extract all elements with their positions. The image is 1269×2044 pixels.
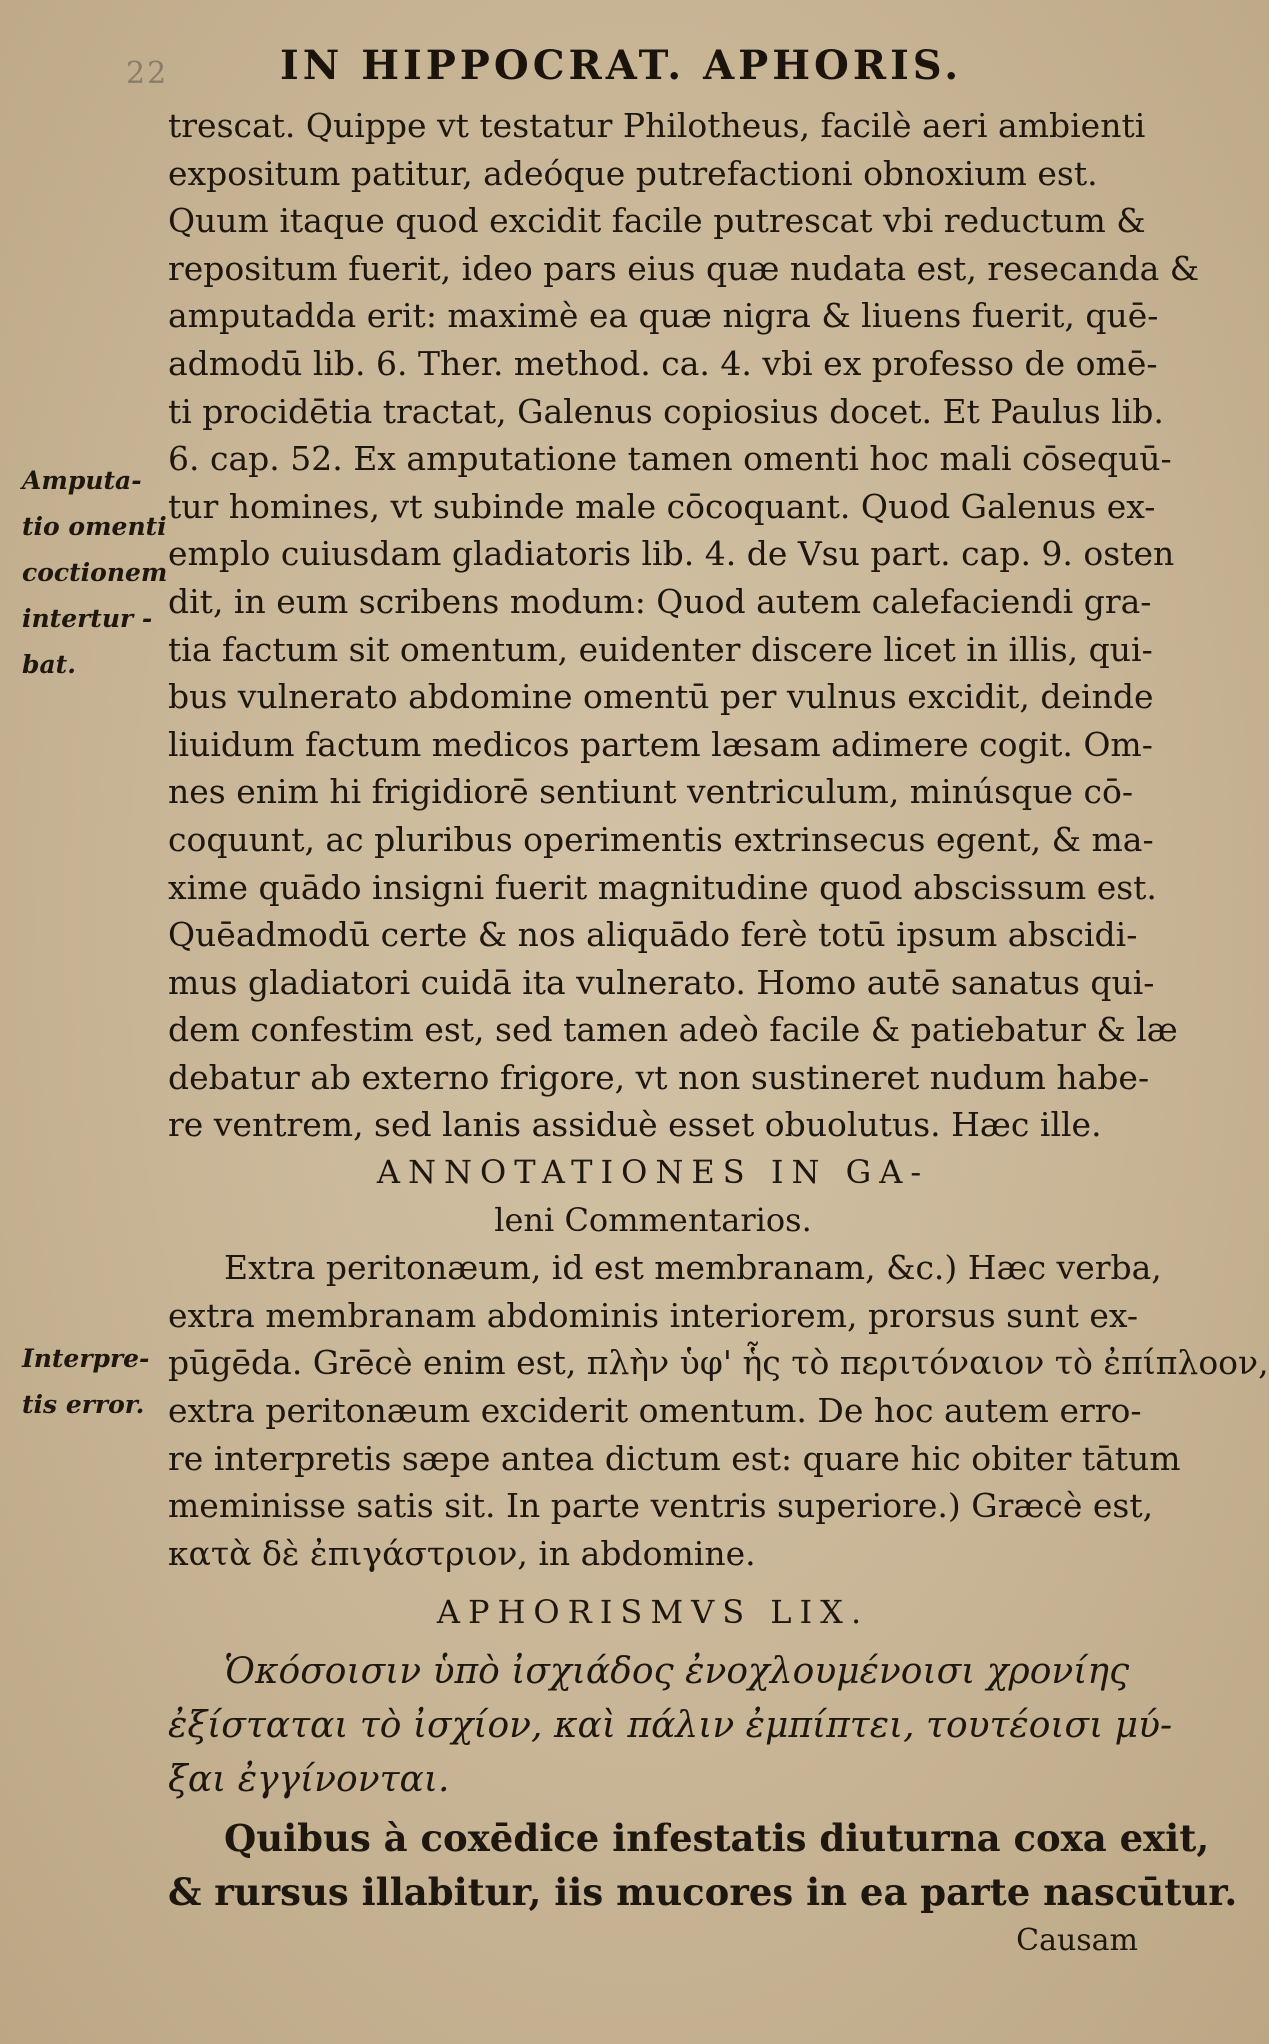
text-line: admodū lib. 6. Ther. method. ca. 4. vbi ex professo de omē- <box>168 343 1158 383</box>
greek-line: ξαι ἐγγίνονται. <box>168 1759 450 1800</box>
text-line: liuidum factum medicos partem læsam adimere cogit. Om- <box>168 724 1153 764</box>
text-line: extra peritonæum exciderit omentum. De hoc autem erro- <box>168 1391 1142 1431</box>
text-line: κατὰ δὲ ἐπιγάστριον, in abdomine. <box>168 1533 756 1573</box>
running-title: IN HIPPOCRAT. APHORIS. <box>280 42 963 89</box>
greek-aphorism <box>168 1645 1173 1807</box>
margin-note-line: tis error. <box>22 1390 145 1419</box>
text-line: dem confestim est, sed tamen adeò facile & patiebatur & læ <box>168 1010 1178 1050</box>
text-line: tur homines, vt subinde male cōcoquant. Quod Galenus ex- <box>168 486 1156 526</box>
text-line: dit, in eum scribens modum: Quod autem calefaciendi gra- <box>168 581 1152 621</box>
text-line: repositum fuerit, ideo pars eius quæ nudata est, resecanda & <box>168 248 1200 288</box>
margin-note-line: tio omenti <box>22 512 167 541</box>
margin-note-line: Interpre- <box>22 1344 150 1373</box>
greek-line: Ὁκόσοισιν ὑπὸ ἰσχιάδος ἐνοχλουμένοισι χρονίης <box>224 1651 1130 1692</box>
text-line: pūgēda. Grēcè enim est, πλὴν ὑφ' ἧς τὸ περιτόναιον τὸ ἐπίπλοον, <box>168 1343 1269 1383</box>
margin-note-line: Amputa- <box>22 466 142 495</box>
text-line: 6. cap. 52. Ex amputatione tamen omenti hoc mali cōsequū- <box>168 439 1172 479</box>
text-line: debatur ab externo frigore, vt non sustineret nudum habe- <box>168 1057 1150 1097</box>
text-line: Quum itaque quod excidit facile putrescat vbi reductum & <box>168 201 1146 241</box>
text-line: nes enim hi frigidiorē sentiunt ventriculum, minúsque cō- <box>168 772 1133 812</box>
latin-aphorism <box>168 1811 1238 1919</box>
text-line: ti procidētia tractat, Galenus copiosius docet. Et Paulus lib. <box>168 391 1164 431</box>
latin-line: Quibus à coxēdice infestatis diuturna coxa exit, <box>224 1816 1210 1860</box>
catchword: Causam <box>1016 1923 1138 1958</box>
annotations-heading: ANNOTATIONES IN GA- <box>376 1153 930 1192</box>
annotations-subheading: leni Commentarios. <box>494 1200 812 1239</box>
text-line: mus gladiatori cuidā ita vulnerato. Homo autē sanatus qui- <box>168 962 1155 1002</box>
margin-note-line: intertur - <box>22 604 153 633</box>
latin-line: & rursus illabitur, iis mucores in ea parte nascūtur. <box>168 1870 1238 1914</box>
main-text <box>168 102 1269 1963</box>
margin-note-interpretis <box>22 1336 172 1428</box>
greek-line: ἐξίσταται τὸ ἰσχίον, καὶ πάλιν ἐμπίπτει, τουτέοισι μύ- <box>168 1705 1173 1746</box>
margin-note-line: coctionem <box>22 558 168 587</box>
margin-note-amputatio <box>22 458 172 688</box>
text-line: tia factum sit omentum, euidenter discere licet in illis, qui- <box>168 629 1153 669</box>
text-line: xime quādo insigni fuerit magnitudine quod abscissum est. <box>168 867 1157 907</box>
text-line: re ventrem, sed lanis assiduè esset obuolutus. Hæc ille. <box>168 1105 1102 1145</box>
margin-note-line: bat. <box>22 650 76 679</box>
text-line: Quēadmodū certe & nos aliquādo ferè totū ipsum abscidi- <box>168 915 1138 955</box>
commentary-paragraph <box>168 102 1200 1149</box>
text-line: amputadda erit: maximè ea quæ nigra & liuens fuerit, quē- <box>168 296 1159 336</box>
text-line: meminisse satis sit. In parte ventris superiore.) Græcè est, <box>168 1486 1154 1526</box>
text-line: emplo cuiusdam gladiatoris lib. 4. de Vsu part. cap. 9. osten <box>168 534 1175 574</box>
text-line: Extra peritonæum, id est membranam, &c.) Hæc verba, <box>224 1248 1162 1288</box>
text-line: bus vulnerato abdomine omentū per vulnus excidit, deinde <box>168 677 1154 717</box>
text-line: expositum patitur, adeóque putrefactioni obnoxium est. <box>168 153 1098 193</box>
page-number: 22 <box>126 56 169 91</box>
text-line: extra membranam abdominis interiorem, prorsus sunt ex- <box>168 1295 1139 1335</box>
aphorism-heading: APHORISMVS LIX. <box>436 1593 870 1632</box>
text-line: trescat. Quippe vt testatur Philotheus, facilè aeri ambienti <box>168 106 1146 145</box>
text-line: re interpretis sæpe antea dictum est: quare hic obiter tātum <box>168 1438 1181 1478</box>
annotations-paragraph <box>168 1244 1269 1577</box>
text-line: coquunt, ac pluribus operimentis extrinsecus egent, & ma- <box>168 819 1154 859</box>
